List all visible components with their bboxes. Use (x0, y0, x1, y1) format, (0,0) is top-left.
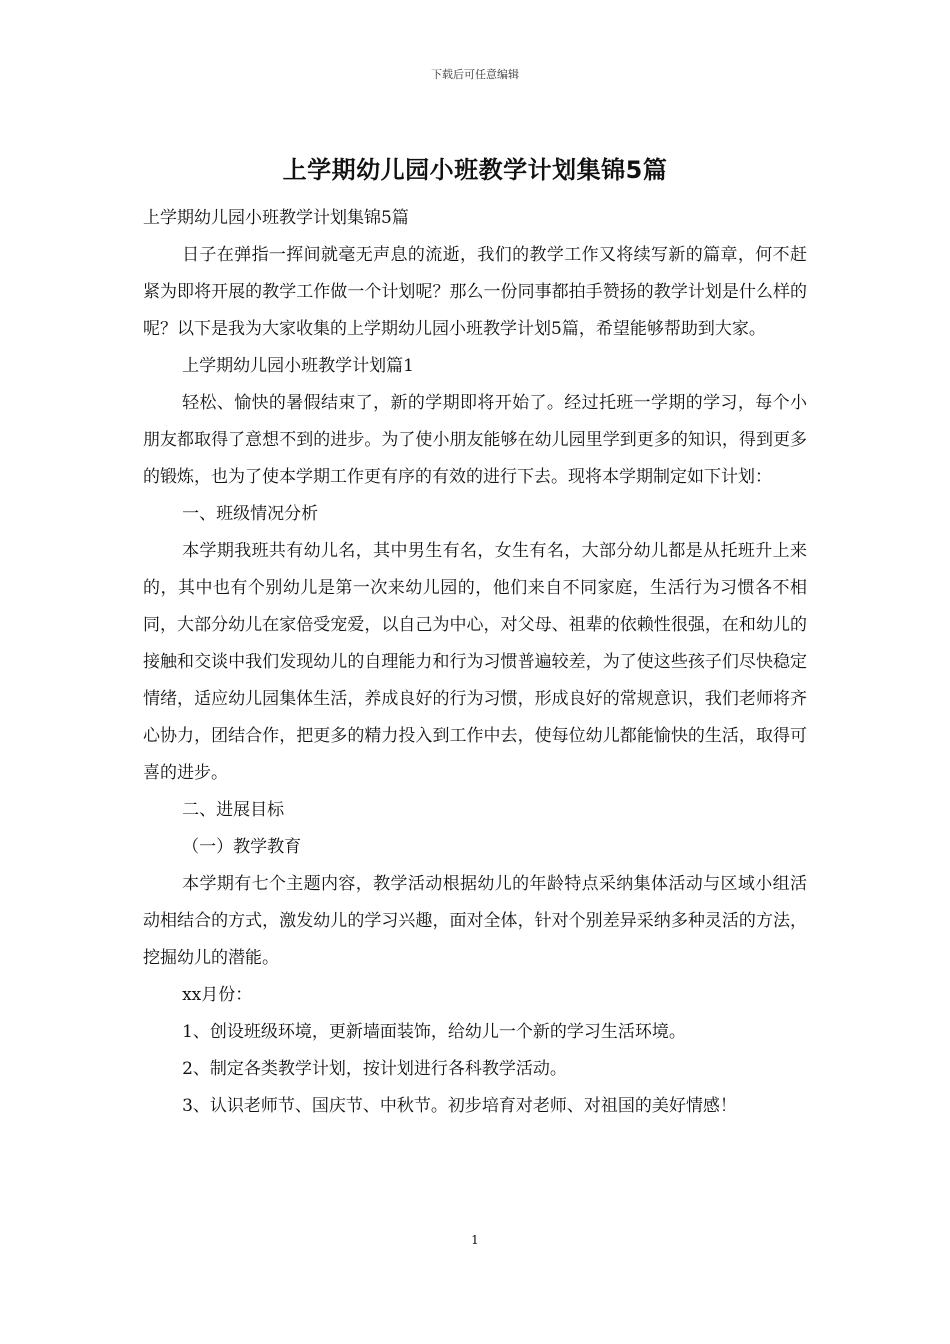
section-heading-goals: 二、进展目标 (182, 800, 285, 820)
intro-paragraph: 日子在弹指一挥间就毫无声息的流逝，我们的教学工作又将续写新的篇章，何不赶紧为即将开展的教学工作做一个计划呢？那么一份同事都拍手赞扬的教学计划是什么样的呢？以下是我为大家收集的上学期幼儿园小班教学计划5篇，希望能够帮助到大家。 (143, 245, 807, 339)
subsection-heading-teaching: （一）教学教育 (182, 837, 302, 857)
body-paragraph: 轻松、愉快的暑假结束了，新的学期即将开始了。经过托班一学期的学习，每个小朋友都取得了意想不到的进步。为了使小朋友能够在幼儿园里学到更多的知识，得到更多的锻炼，也为了使本学期工作更有序的有效的进行下去。现将本学期制定如下计划： (143, 393, 807, 487)
header-note: 下载后可任意编辑 (431, 68, 519, 81)
subtitle-paragraph: 上学期幼儿园小班教学计划集锦5篇 (143, 208, 409, 228)
body-paragraph: 本学期有七个主题内容，教学活动根据幼儿的年龄特点采纳集体活动与区域小组活动相结合的方式，激发幼儿的学习兴趣，面对全体，针对个别差异采纳多种灵活的方法，挖掘幼儿的潜能。 (143, 874, 807, 968)
section-heading-plan-1: 上学期幼儿园小班教学计划篇1 (182, 356, 414, 376)
document-body (143, 200, 807, 1125)
month-label: xx月份： (182, 985, 253, 1005)
list-item: 2、制定各类教学计划，按计划进行各科教学活动。 (182, 1059, 567, 1079)
section-heading-class-analysis: 一、班级情况分析 (182, 504, 319, 524)
page-number: 1 (471, 1233, 479, 1247)
document-title: 上学期幼儿园小班教学计划集锦5篇 (282, 156, 668, 184)
list-item: 1、创设班级环境，更新墙面装饰，给幼儿一个新的学习生活环境。 (182, 1022, 686, 1042)
body-paragraph: 本学期我班共有幼儿名，其中男生有名，女生有名，大部分幼儿都是从托班升上来的，其中也有个别幼儿是第一次来幼儿园的，他们来自不同家庭，生活行为习惯各不相同，大部分幼儿在家倍受宠爱，以自己为中心，对父母、祖辈的依赖性很强，在和幼儿的接触和交谈中我们发现幼儿的自理能力和行为习惯普遍较差，为了使这些孩子们尽快稳定情绪，适应幼儿园集体生活，养成良好的行为习惯，形成良好的常规意识，我们老师将齐心协力，团结合作，把更多的精力投入到工作中去，使每位幼儿都能愉快的生活，取得可喜的进步。 (143, 541, 807, 783)
list-item: 3、认识老师节、国庆节、中秋节。初步培育对老师、对祖国的美好情感！ (182, 1096, 737, 1116)
